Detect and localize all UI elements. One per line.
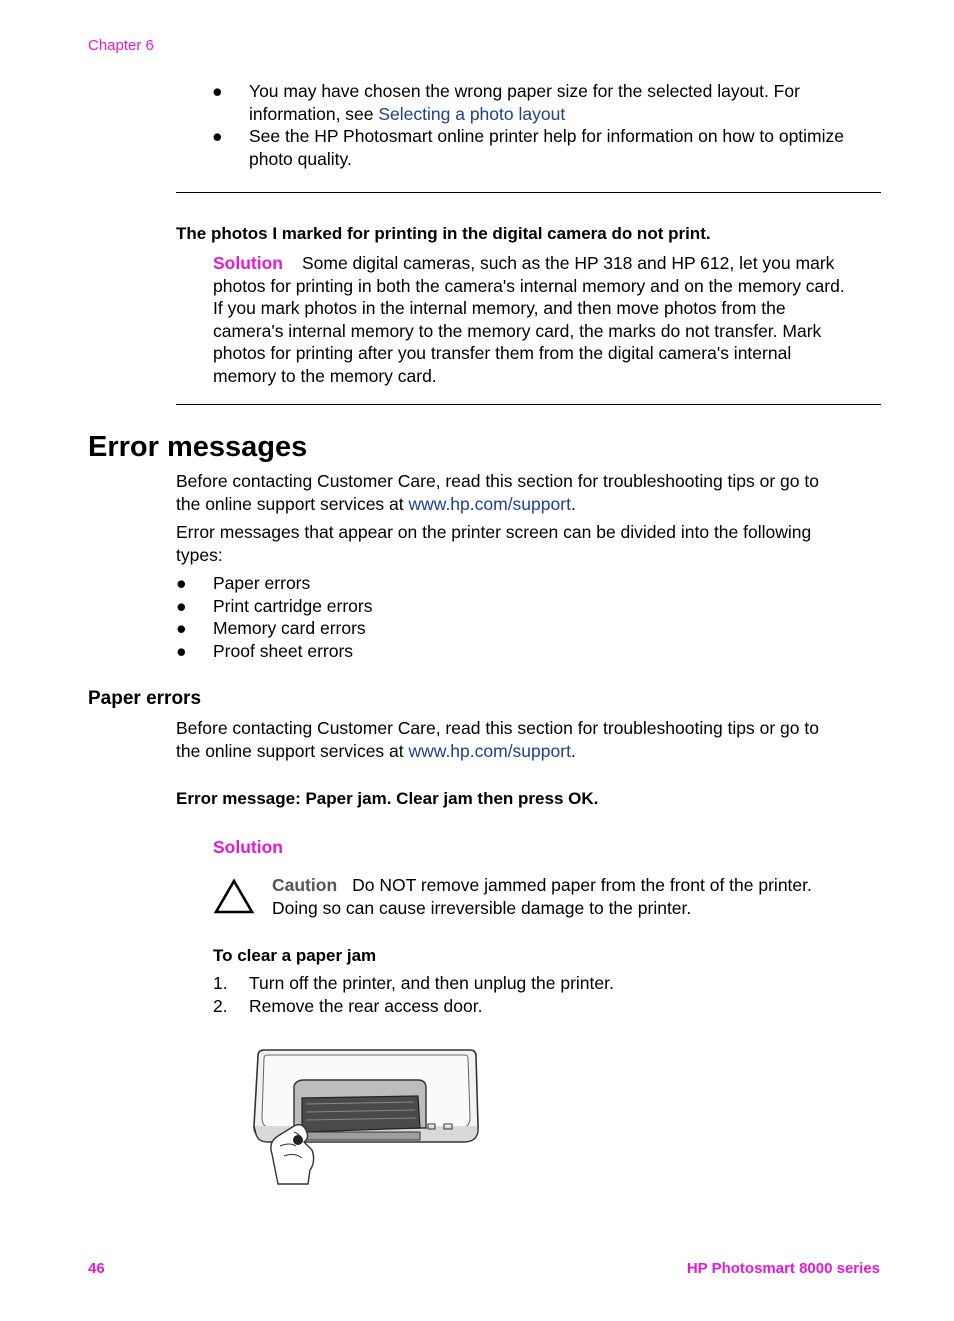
page-number: 46 bbox=[88, 1260, 105, 1277]
bullet-text: photo quality. bbox=[249, 148, 352, 169]
bullet-icon: ● bbox=[176, 618, 187, 638]
error-type: Memory card errors bbox=[213, 618, 366, 638]
caution-triangle-icon bbox=[213, 878, 255, 916]
error-type: Proof sheet errors bbox=[213, 641, 354, 661]
caution-text: Do NOT remove jammed paper from the front of the printer. bbox=[352, 875, 812, 895]
intro-text: Before contacting Customer Care, read this section for troubleshooting tips or go to bbox=[176, 718, 819, 738]
troubleshooting-heading: The photos I marked for printing in the digital camera do not print. bbox=[176, 224, 711, 243]
solution-text: If you mark photos in the internal memory, and then move photos from the bbox=[213, 298, 786, 318]
solution-text: memory to the memory card. bbox=[213, 365, 437, 386]
bullet-icon: ● bbox=[176, 596, 187, 616]
types-text: types: bbox=[176, 544, 223, 565]
hp-support-link[interactable]: www.hp.com/support bbox=[408, 493, 571, 514]
bullet-icon: ● bbox=[212, 81, 223, 101]
selecting-photo-layout-link[interactable]: Selecting a photo layout bbox=[378, 103, 566, 124]
bullet-icon: ● bbox=[176, 573, 187, 593]
step-number: 2. bbox=[213, 995, 228, 1016]
solution-text: photos for printing after you transfer them from the digital camera's internal bbox=[213, 343, 792, 363]
bullet-icon: ● bbox=[212, 126, 223, 146]
error-types-intro bbox=[176, 521, 811, 566]
intro-text: the online support services at bbox=[176, 493, 409, 514]
solution-text: Some digital cameras, such as the HP 318 and HP 612, let you mark bbox=[301, 253, 835, 273]
bullet-text: You may have chosen the wrong paper size for the selected layout. For information, see bbox=[249, 81, 800, 124]
subsection-title: Paper errors bbox=[88, 688, 202, 709]
intro-text: . bbox=[570, 740, 576, 761]
printer-rear-access-door-illustration bbox=[250, 1046, 482, 1186]
section-divider bbox=[176, 192, 881, 193]
error-messages-intro bbox=[176, 470, 819, 515]
paper-errors-intro bbox=[176, 717, 819, 762]
error-type: Print cartridge errors bbox=[213, 596, 373, 616]
intro-text: Before contacting Customer Care, read this section for troubleshooting tips or go to bbox=[176, 471, 819, 491]
solution-label: Solution bbox=[213, 837, 283, 857]
solution-text: photos for printing in both the camera's internal memory and on the memory card. bbox=[213, 275, 845, 296]
solution-label: Solution bbox=[213, 253, 283, 273]
caution-text: Doing so can cause irreversible damage to the printer. bbox=[272, 897, 692, 918]
intro-text: . bbox=[570, 493, 576, 514]
solution-block bbox=[213, 252, 845, 387]
chapter-label: Chapter 6 bbox=[88, 37, 154, 54]
step-text: Remove the rear access door. bbox=[249, 995, 483, 1016]
bullet-icon: ● bbox=[176, 641, 187, 661]
bullet-text: See the HP Photosmart online printer help for information on how to optimize bbox=[249, 126, 844, 146]
caution-label: Caution bbox=[272, 875, 338, 895]
step-number: 1. bbox=[213, 973, 228, 993]
page-section-title: Error messages bbox=[88, 431, 308, 463]
product-name: HP Photosmart 8000 series bbox=[686, 1260, 880, 1277]
caution-block bbox=[272, 874, 812, 919]
step-text: Turn off the printer, and then unplug the printer. bbox=[249, 973, 614, 993]
hp-support-link[interactable]: www.hp.com/support bbox=[408, 740, 571, 761]
error-message-heading: Error message: Paper jam. Clear jam then press OK. bbox=[176, 789, 599, 808]
intro-text: the online support services at bbox=[176, 740, 409, 761]
solution-text: camera's internal memory to the memory card, the marks do not transfer. Mark bbox=[213, 320, 822, 341]
types-text: Error messages that appear on the printer screen can be divided into the following bbox=[176, 522, 812, 542]
section-divider bbox=[176, 404, 881, 405]
error-type: Paper errors bbox=[213, 573, 311, 593]
procedure-title: To clear a paper jam bbox=[213, 946, 377, 965]
